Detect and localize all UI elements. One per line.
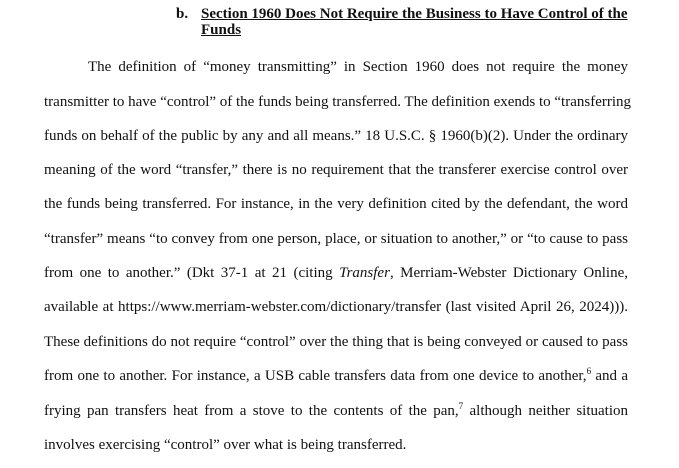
- line-text: from one to another. For instance, a USB cable transfers data from one device to another,: [44, 368, 587, 384]
- paragraph-line: [44, 264, 628, 282]
- paragraph-line: funds on behalf of the public by any and all means.” 18 U.S.C. § 1960(b)(2). Under the ordinary: [44, 128, 628, 144]
- paragraph-line: involves exercising “control” over what is being transferred.: [44, 437, 407, 453]
- line-text: and a: [591, 368, 628, 384]
- paragraph-line: [44, 367, 628, 385]
- section-heading: [176, 6, 656, 38]
- paragraph-line: meaning of the word “transfer,” there is no requirement that the transferer exercise control over: [44, 162, 628, 178]
- paragraph-line: [44, 402, 628, 420]
- section-marker: b.: [176, 6, 189, 22]
- line-text: frying pan transfers heat from a stove to the contents of the pan,: [44, 403, 459, 419]
- paragraph-line: available at https://www.merriam-webster.com/dictionary/transfer (last visited April 26, 2024))).: [44, 299, 628, 315]
- section-title-line-2: Funds: [201, 22, 242, 38]
- footnote-ref-7[interactable]: 7: [458, 401, 464, 411]
- footnote-ref-6[interactable]: 6: [586, 366, 592, 376]
- paragraph-line: “transfer” means “to convey from one person, place, or situation to another,” or “to cause to pass: [44, 231, 628, 247]
- paragraph-line: the funds being transferred. For instance, in the very definition cited by the defendant, the word: [44, 196, 628, 212]
- section-title-line-1: Section 1960 Does Not Require the Business to Have Control of the: [201, 6, 628, 22]
- paragraph-line: These definitions do not require “control” over the thing that is being conveyed or caused to pass: [44, 334, 628, 350]
- line-text: , Merriam-Webster Dictionary Online,: [389, 265, 629, 281]
- line-text: although neither situation: [463, 403, 628, 419]
- citation-italic: Transfer: [339, 265, 390, 281]
- line-text: from one to another.” (Dkt 37-1 at 21 (citing: [44, 265, 340, 281]
- paragraph-line: transmitter to have “control” of the funds being transferred. The definition exends to “transferring: [44, 94, 632, 110]
- paragraph-line: The definition of “money transmitting” in Section 1960 does not require the money: [88, 59, 628, 75]
